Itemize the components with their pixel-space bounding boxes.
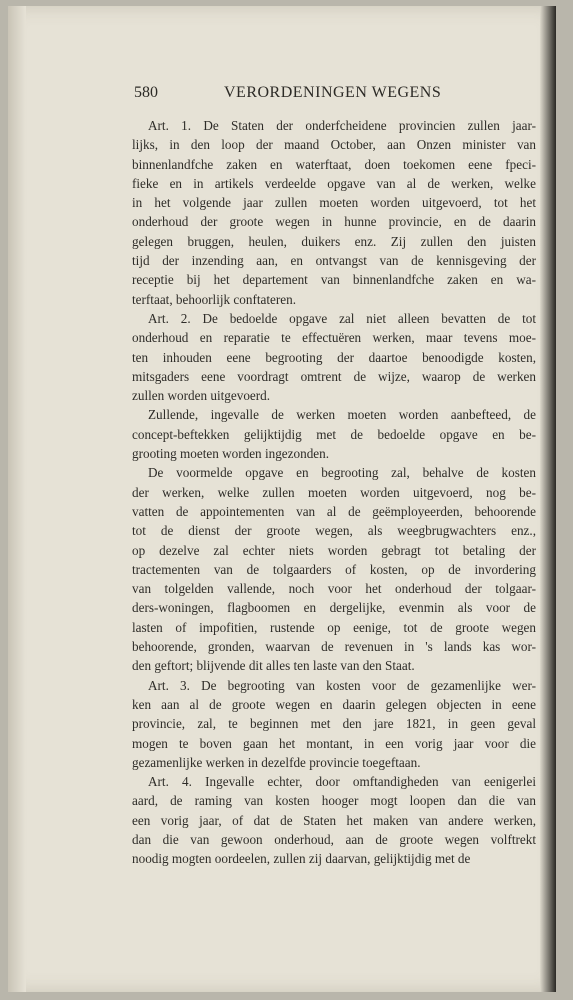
text-line: terftaat, behoorlijk conftateren. [132, 291, 297, 307]
text-line: in het volgende jaar zullen moeten worden uitgevoerd, tot het [132, 195, 536, 211]
text-line: concept-beftekken gelijktijdig met de bedoelde opgave en be- [132, 426, 536, 442]
text-line: aard, de raming van kosten hooger mogt loopen dan die van [132, 793, 536, 809]
text-line: provincie, zal, te beginnen met den jare 1821, in geen geval [132, 716, 536, 732]
text-line: Art. 1. De Staten der onderfcheidene provincien zullen jaar- [148, 118, 536, 133]
text-line: Art. 3. De begrooting van kosten voor de gezamenlijke wer- [148, 677, 536, 693]
page-header [134, 84, 464, 106]
text-line: mitsgaders eene voordragt omtrent de wijze, waarop de werken [132, 368, 536, 384]
text-line: den geftort; blijvende dit alles ten laste van den Staat. [132, 658, 415, 674]
text-line: Zullende, ingevalle de werken moeten worden aanbefteed, de [148, 407, 536, 423]
paragraph [132, 309, 536, 405]
page-number: 580 [134, 84, 158, 101]
text-line: Art. 2. De bedoelde opgave zal niet alleen bevatten de tot [148, 310, 536, 326]
text-line: tractementen van de tolgaarders of kosten, op de invordering [132, 561, 536, 577]
text-line: mogen te boven gaan het montant, in een vorig jaar voor die [132, 735, 536, 751]
book-page [8, 6, 556, 992]
text-line: op dezelve zal echter niets worden gebragt tot betaling der [132, 542, 536, 558]
text-line: ken aan al de groote wegen en daarin gelegen objecten in eene [132, 696, 536, 712]
body-text [132, 116, 536, 867]
text-line: onderhoud en reparatie te effectuëren werken, maar tevens moe- [132, 330, 536, 346]
text-line: dan die van gewoon onderhoud, aan de groote wegen volftrekt [132, 831, 536, 847]
running-title: VERORDENINGEN WEGENS [224, 84, 442, 101]
text-line: vatten de appointementen van al de geëmployeerden, behoorende [132, 503, 536, 519]
text-line: zullen worden uitgevoerd. [132, 388, 271, 404]
paragraph [132, 463, 536, 675]
text-line: binnenlandfche zaken en waterftaat, doen toekomen eene fpeci- [132, 156, 536, 172]
paragraph [132, 676, 536, 772]
text-line: Art. 4. Ingevalle echter, door omftandigheden van eenigerlei [148, 774, 536, 790]
page-edge-shadow [540, 6, 556, 992]
text-line: gezamenlijke werken in dezelfde provincie toegeftaan. [132, 754, 421, 770]
text-line: gelegen bruggen, heulen, duikers enz. Zij zullen den juisten [132, 233, 536, 249]
text-line: een vorig jaar, of dat de Staten het maken van andere werken, [132, 812, 536, 828]
text-line: ders-woningen, flagboomen en dergelijke, evenmin als voor de [132, 600, 536, 616]
text-line: fieke en in artikels verdeelde opgave van al de werken, welke [132, 175, 536, 191]
text-line: behoorende, gronden, waarvan de revenuen in 's lands kas wor- [132, 639, 536, 655]
text-line: receptie bij het departement van binnenlandfche zaken en wa- [132, 272, 536, 288]
text-line: noodig mogten oordeelen, zullen zij daarvan, gelijktijdig met de [132, 851, 471, 867]
text-line: van tolgelden vallende, noch voor het onderhoud der tolgaar- [132, 581, 536, 597]
text-line: lasten of impofitien, rustende op eenige, tot de groote wegen [132, 619, 536, 635]
paragraph [132, 405, 536, 463]
text-line: grooting moeten worden ingezonden. [132, 446, 330, 462]
page-gutter-shadow [8, 6, 26, 992]
text-line: ten inhouden eene begrooting der daartoe benoodigde kosten, [132, 349, 536, 365]
paragraph [132, 116, 536, 309]
text-line: lijks, in den loop der maand October, aan Onzen minister van [132, 137, 536, 153]
paragraph [132, 772, 536, 868]
text-line: De voormelde opgave en begrooting zal, behalve de kosten [148, 465, 536, 481]
text-line: tijd der inzending aan, en ontvangst van de kennisgeving der [132, 253, 536, 269]
text-line: onderhoud der groote wegen in hunne provincie, en de daarin [132, 214, 536, 230]
text-line: der werken, welke zullen moeten worden uitgevoerd, nog be- [132, 484, 536, 500]
text-line: tot de dienst der groote wegen, als weegbrugwachters enz., [132, 523, 536, 539]
